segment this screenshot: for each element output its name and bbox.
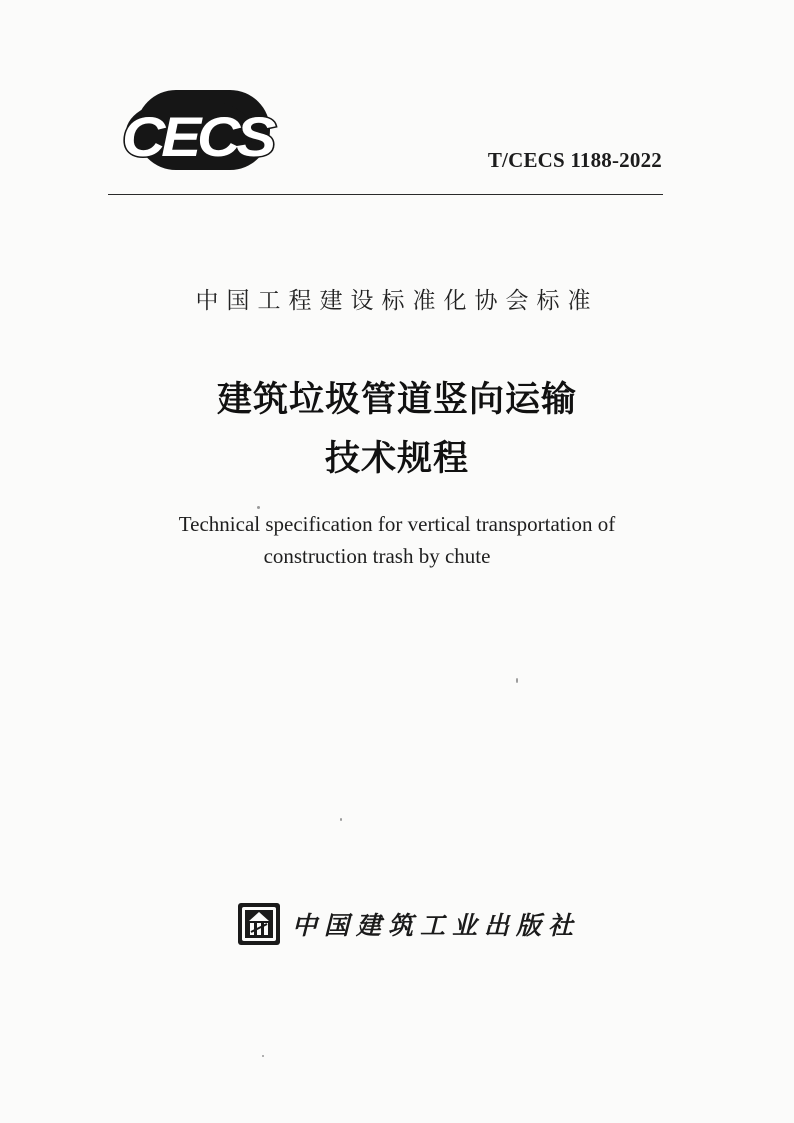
main-title-line2: 技术规程 — [324, 439, 469, 479]
cecs-logo-text: CECS — [122, 105, 276, 168]
scan-speck — [257, 506, 260, 509]
scan-speck — [340, 818, 342, 821]
main-title-line1: 建筑垃圾管道竖向运输 — [216, 380, 577, 420]
association-title: 中国工程建设标准化协会标准 — [195, 288, 599, 314]
scan-speck — [516, 678, 518, 683]
publisher-name: 中国建筑工业出版社 — [292, 911, 581, 940]
standard-number: T/CECS 1188-2022 — [487, 148, 662, 172]
english-title-line2: construction trash by chute — [263, 544, 491, 568]
english-title-line1: Technical specification for vertical transportation of — [178, 512, 616, 536]
header-divider — [108, 194, 663, 195]
building-press-icon — [237, 902, 281, 946]
cecs-logo — [118, 90, 280, 174]
scan-speck — [262, 1055, 264, 1057]
